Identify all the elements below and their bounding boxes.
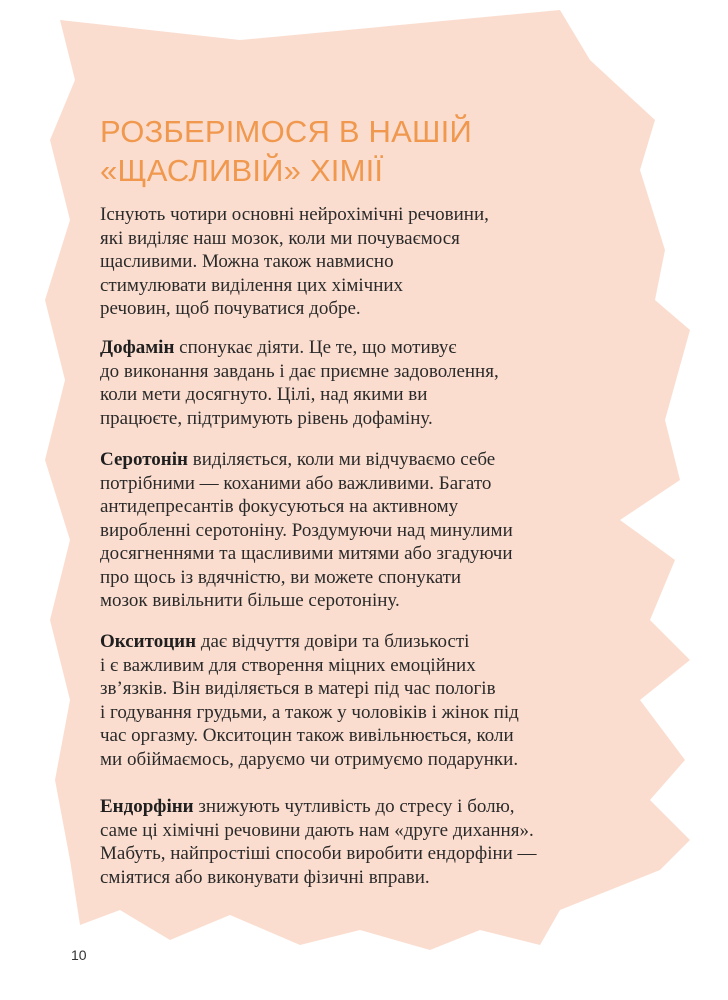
endorphin-paragraph — [100, 795, 620, 889]
term-serotonin: Серотонін — [100, 449, 188, 470]
text-line: Існують чотири основні нейрохімічні речовини, — [100, 204, 489, 225]
text-line: ми обіймаємось, даруємо чи отримуємо подарунки. — [100, 748, 519, 770]
text-line: досягненнями та щасливими митями або згадуючи — [100, 543, 513, 564]
text-line: антидепресантів фокусуються на активному — [100, 496, 459, 517]
text-line: стимулювати виділення цих хімічних — [100, 274, 404, 296]
text-fragment: знижують чутливість до стресу і болю, — [193, 796, 515, 817]
text-line: щасливими. Можна також навмисно — [100, 251, 394, 272]
text-line: речовин, щоб почуватися добре. — [100, 298, 361, 319]
text-line: про щось із вдячністю, ви можете спонукати — [100, 566, 462, 588]
title-line: РОЗБЕРІМОСЯ В НАШІЙ — [100, 114, 472, 149]
text-line: сміятися або виконувати фізичні вправи. — [100, 866, 430, 888]
text-line: потрібними — коханими або важливими. Багато — [100, 472, 492, 494]
term-dopamine: Дофамін — [100, 337, 175, 358]
text-line: які виділяє наш мозок, коли ми почуваємося — [100, 227, 460, 249]
serotonin-paragraph — [100, 448, 620, 613]
page-number: 10 — [71, 947, 87, 963]
text-fragment: виділяється, коли ми відчуваємо себе — [187, 449, 496, 470]
text-line: саме ці хімічні речовини дають нам «друге дихання». — [100, 819, 534, 841]
text-line: до виконання завдань і дає приємне задоволення, — [100, 360, 499, 382]
oxytocin-paragraph — [100, 630, 620, 771]
text-line: Мабуть, найпростіші способи виробити ендорфіни — — [100, 843, 537, 864]
page-title — [100, 112, 580, 190]
text-line: працюєте, підтримують рівень дофаміну. — [100, 407, 433, 429]
intro-paragraph — [100, 203, 620, 321]
title-line: «ЩАСЛИВІЙ» ХІМІЇ — [100, 153, 384, 188]
text-line — [100, 336, 620, 360]
text-line: час оргазму. Окситоцин також вивільнюється, коли — [100, 725, 514, 746]
text-line — [100, 448, 620, 472]
text-line: і є важливим для створення міцних емоційних — [100, 654, 476, 676]
term-endorphin: Ендорфіни — [100, 796, 194, 817]
dopamine-paragraph — [100, 336, 620, 430]
text-line — [100, 795, 620, 819]
text-line: і годування грудьми, а також у чоловіків і жінок під — [100, 701, 519, 723]
text-fragment: дає відчуття довіри та близькості — [196, 631, 470, 652]
text-line — [100, 630, 620, 654]
text-line: мозок вивільнити більше серотоніну. — [100, 590, 400, 611]
text-line: виробленні серотоніну. Роздумуючи над минулими — [100, 519, 513, 541]
text-fragment: спонукає діяти. Це те, що мотивує — [174, 337, 457, 358]
text-line: коли мети досягнуто. Цілі, над якими ви — [100, 384, 428, 405]
text-line: зв’язків. Він виділяється в матері під час пологів — [100, 678, 496, 699]
term-oxytocin: Окситоцин — [100, 631, 197, 652]
